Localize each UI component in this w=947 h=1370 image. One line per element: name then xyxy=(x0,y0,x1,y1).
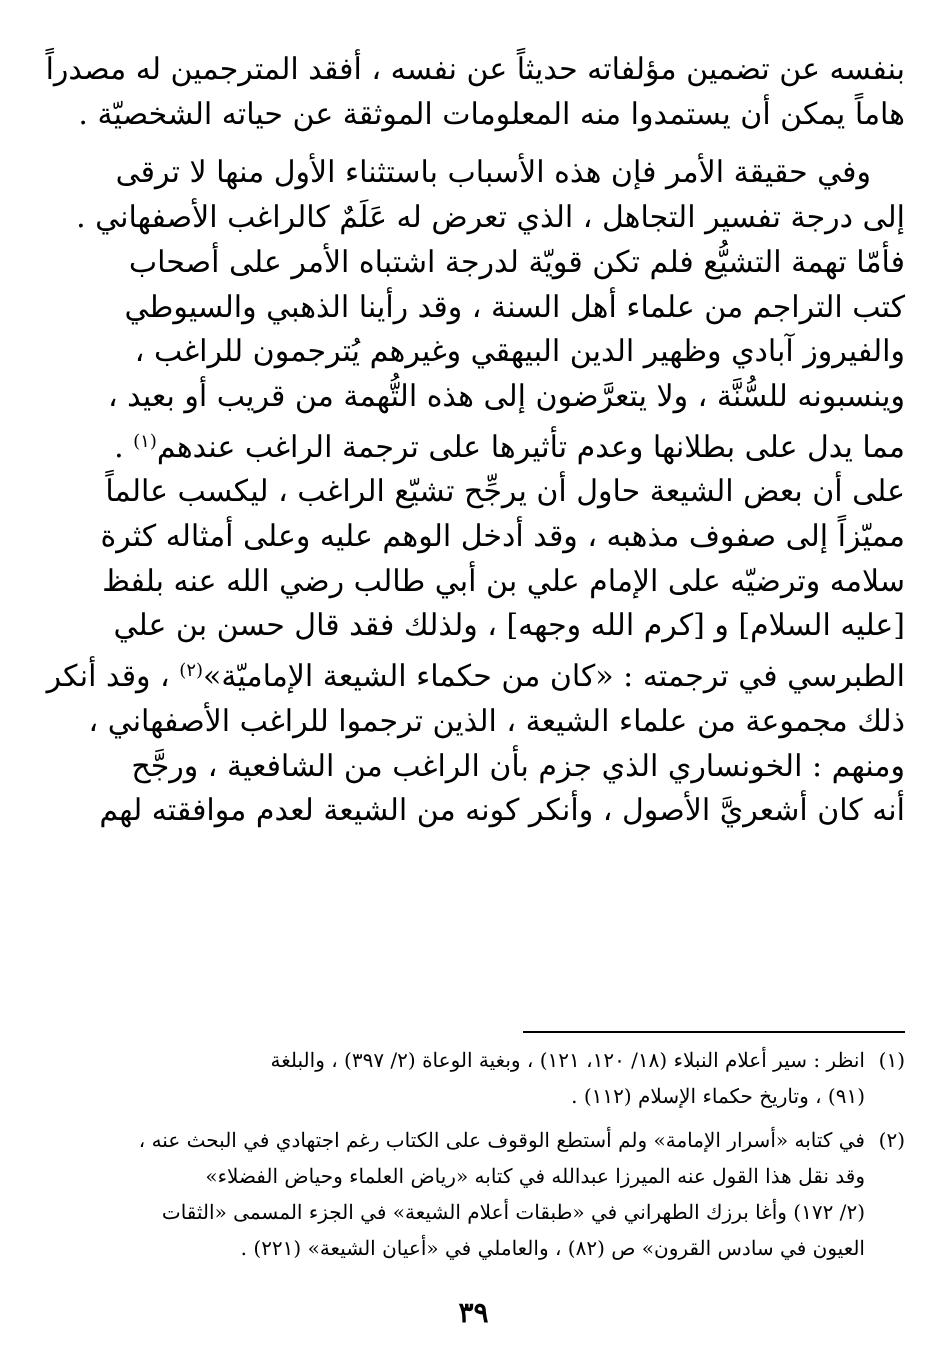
footnote-separator xyxy=(523,1031,905,1033)
footnote-line: وقد نقل هذا القول عنه الميرزا عبدالله في كتابه «رياض العلماء وحياض الفضلاء» xyxy=(205,1164,865,1188)
text-line-suffix: . xyxy=(114,429,134,465)
text-line: سلامه وترضيّه على الإمام علي بن أبي طالب رضي الله عنه بلفظ xyxy=(102,563,905,599)
text-line xyxy=(114,420,905,471)
footnote-1 xyxy=(130,1042,905,1114)
text-line: وينسبونه للسُّنَّة ، ولا يتعرَّضون إلى هذه التُّهمة من قريب أو بعيد ، xyxy=(107,378,905,414)
footnote-number: (١) xyxy=(878,1048,905,1072)
text-line: فأمّا تهمة التشيُّع فلم تكن قويّة لدرجة اشتباه الأمر على أصحاب xyxy=(128,244,905,280)
text-line: هاماً يمكن أن يستمدوا منه المعلومات الموثقة عن حياته الشخصيّة . xyxy=(78,96,905,132)
text-line xyxy=(114,151,905,196)
footnote-2 xyxy=(130,1122,905,1266)
text-line: كتب التراجم من علماء أهل السنة ، وقد رأينا الذهبي والسيوطي xyxy=(124,289,905,325)
paragraph-1 xyxy=(45,48,905,137)
paragraph-2 xyxy=(46,151,905,834)
text-line: أنه كان أشعريَّ الأصول ، وأنكر كونه من الشيعة لعدم موافقته لهم xyxy=(99,793,905,829)
footnote-line: في كتابه «أسرار الإمامة» ولم أستطع الوقوف على الكتاب رغم اجتهادي في البحث عنه ، xyxy=(138,1128,865,1152)
text-line: [عليه السلام] و [كرم الله وجهه] ، ولذلك فقد قال حسن بن علي xyxy=(113,608,905,644)
footnote-line: (٢/ ١٧٢) وأغا برزك الطهراني في «طبقات أعلام الشيعة» في الجزء المسمى «الثقات xyxy=(161,1200,865,1224)
text-line xyxy=(46,649,905,700)
footnote-line: (٩١) ، وتاريخ حكماء الإسلام (١١٢) . xyxy=(571,1084,865,1108)
main-text xyxy=(45,48,905,834)
footnote-line: انظر : سير أعلام النبلاء (١٨/ ١٢٠، ١٢١) ، وبغية الوعاة (٢/ ٣٩٧) ، والبلغة xyxy=(270,1048,865,1072)
footnote-ref-2[interactable]: (٢) xyxy=(179,660,204,682)
footnotes xyxy=(130,1042,905,1266)
text-line-content: الطبرسي في ترجمته : «كان من حكماء الشيعة الإماميّة» xyxy=(203,659,905,695)
footnote-ref-1[interactable]: (١) xyxy=(133,430,157,452)
text-line: والفيروز آبادي وظهير الدين البيهقي وغيرهم يُترجمون للراغب ، xyxy=(134,334,905,370)
text-line: مميّزاً إلى صفوف مذهبه ، وقد أدخل الوهم عليه وعلى أمثاله كثرة xyxy=(100,519,905,555)
text-line-content: مما يدل على بطلانها وعدم تأثيرها على ترجمة الراغب عندهم xyxy=(156,429,905,465)
text-line: بنفسه عن تضمين مؤلفاته حديثاً عن نفسه ، أفقد المترجمين له مصدراً xyxy=(45,52,905,87)
text-line-content: وفي حقيقة الأمر فإن هذه الأسباب باستثناء الأول منها لا ترقى xyxy=(115,155,871,191)
footnote-number: (٢) xyxy=(878,1128,905,1152)
text-line: ومنهم : الخونساري الذي جزم بأن الراغب من الشافعية ، ورجَّح xyxy=(131,748,905,784)
text-line-suffix: ، وقد أنكر xyxy=(46,659,180,695)
text-line: إلى درجة تفسير التجاهل ، الذي تعرض له عَلَمٌ كالراغب الأصفهاني . xyxy=(76,200,905,236)
text-line: على أن بعض الشيعة حاول أن يرجِّح تشيّع الراغب ، ليكسب عالماً xyxy=(105,474,905,510)
page-number: ٣٩ xyxy=(458,1296,489,1329)
footnote-line: العيون في سادس القرون» ص (٨٢) ، والعاملي في «أعيان الشيعة» (٢٢١) . xyxy=(240,1236,865,1260)
text-line: ذلك مجموعة من علماء الشيعة ، الذين ترجموا للراغب الأصفهاني ، xyxy=(88,703,905,739)
